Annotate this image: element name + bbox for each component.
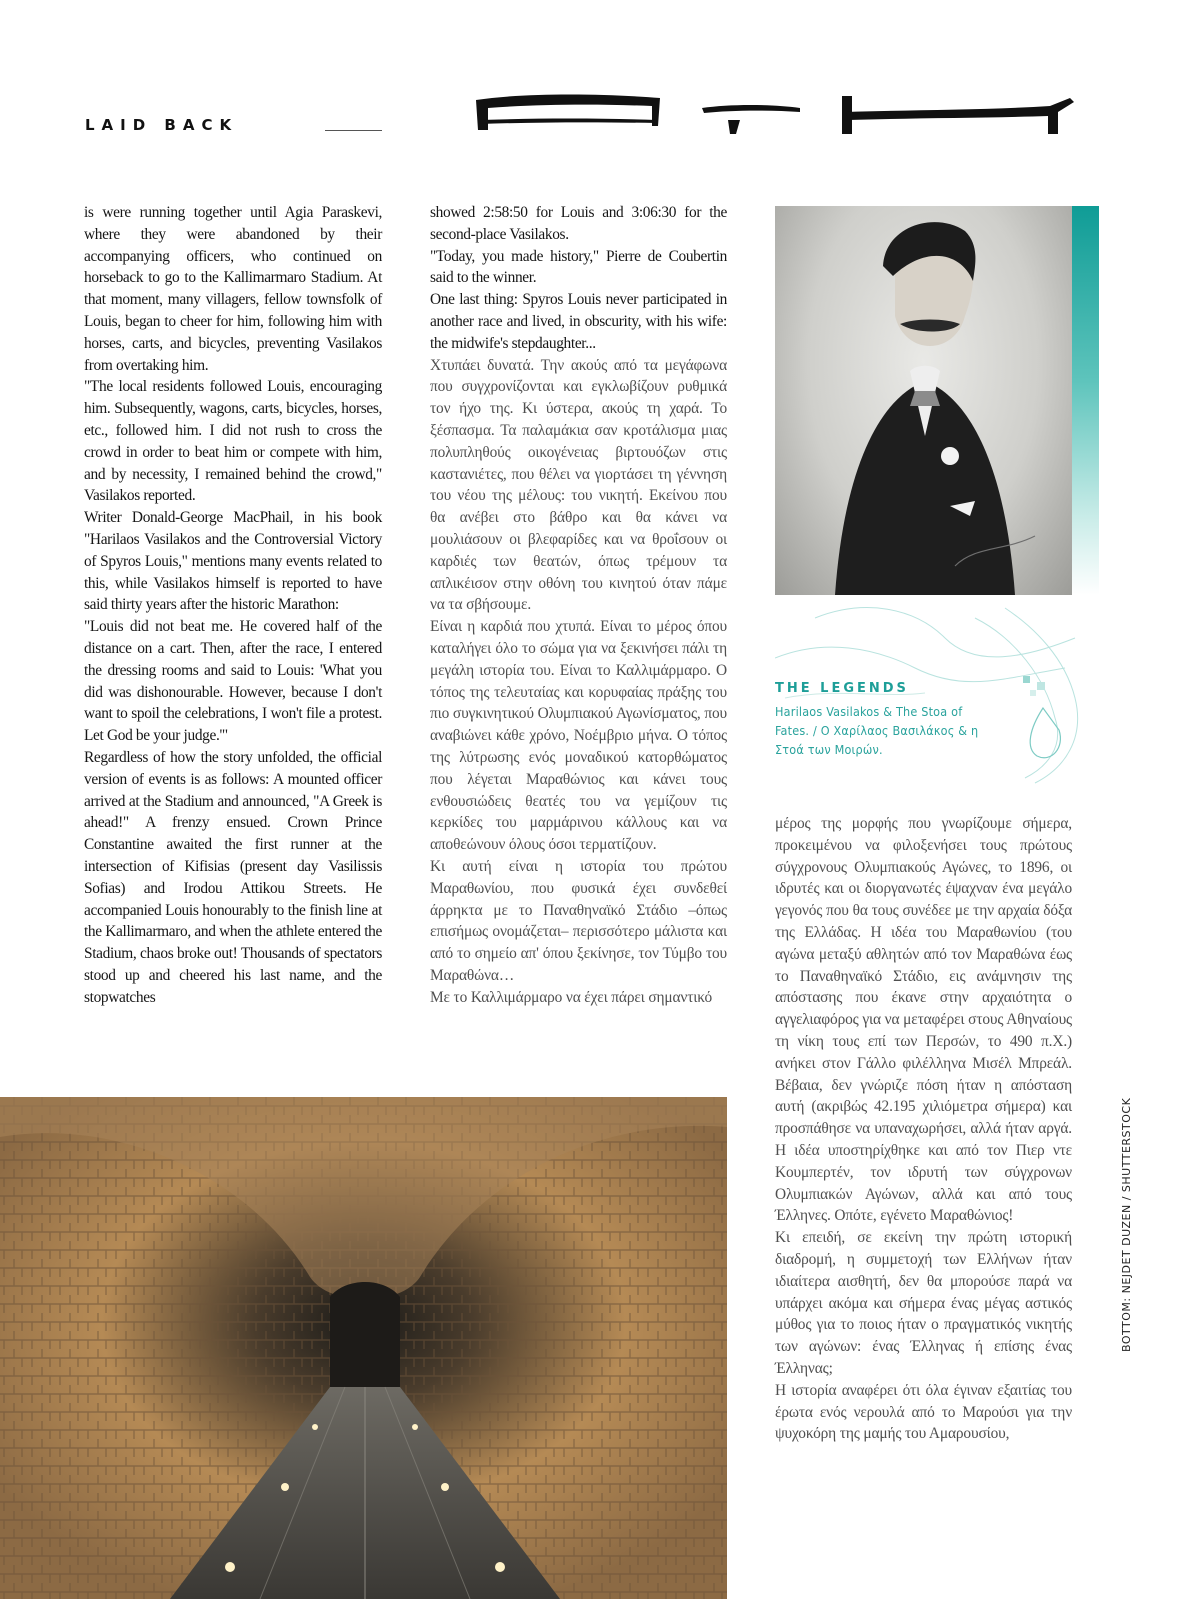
greek-paragraph: Η ιστορία αναφέρει ότι όλα έγιναν εξαιτίας του έρωτα ενός νερουλά από το Μαρούσι για την ψυχοκόρη της μαμής του Αμαρουσίου, bbox=[775, 1381, 1072, 1443]
paragraph: "The local residents followed Louis, encouraging him. Subsequently, wagons, carts, bicycles, horses, etc., followed him. I did not rush to cross the crowd in order to beat him or compete with him, and by necessity, I remained behind the crowd," Vasilakos reported. bbox=[84, 378, 382, 505]
greek-paragraph: Κι αυτή είναι η ιστορία του πρώτου Μαραθωνίου, που φυσικά έχει συνδεθεί άρρηκτα με το Παναθηναϊκό Στάδιο –όπως επισήμως ονομάζεται– περισσότερο μάλιστα και από το σημείο απ' όπου ξεκίνησε, τον Τύμβο του Μαραθώνα… bbox=[430, 857, 727, 984]
section-rule bbox=[325, 130, 382, 131]
paragraph: One last thing: Spyros Louis never participated in another race and lived, in obscurity, with his wife: the midwife's stepdaughter... bbox=[430, 291, 727, 352]
athens-brush-logo bbox=[470, 90, 1076, 138]
photo-credit: BOTTOM: NEJDET DUZEN / SHUTTERSTOCK bbox=[1120, 1097, 1133, 1352]
paragraph: Writer Donald-George MacPhail, in his book "Harilaos Vasilakos and the Controversial Victory of Spyros Louis," mentions many events related to this, while Vasilakos himself is reported to have said thirty years after the historic Marathon: bbox=[84, 509, 382, 614]
paragraph: "Today, you made history," Pierre de Coubertin said to the winner. bbox=[430, 247, 727, 287]
article-column-2 bbox=[430, 202, 727, 1008]
paragraph: "Louis did not beat me. He covered half of the distance on a cart. Then, after the race, I entered the dressing rooms and said to Louis: 'What you did was dishonourable. However, because I don't want to spoil the celebrations, I won't file a protest. Let God be your judge.'" bbox=[84, 618, 382, 745]
paragraph: showed 2:58:50 for Louis and 3:06:30 for the second-place Vasilakos. bbox=[430, 204, 727, 243]
portrait-photo bbox=[775, 206, 1072, 595]
section-label: LAID BACK bbox=[85, 116, 239, 134]
caption-title: THE LEGENDS bbox=[775, 681, 909, 696]
caption-text: Harilaos Vasilakos & The Stoa of Fates. / Ο Χαρίλαος Βασιλάκος & η Στοά των Μοιρών. bbox=[775, 704, 979, 757]
article-column-3 bbox=[775, 813, 1072, 1445]
greek-paragraph: Κι επειδή, σε εκείνη την πρώτη ιστορική διαδρομή, η συμμετοχή των Ελλήνων ήταν ιδιαίτερα αισθητή, δεν θα μπορούσε παρά να υπάρχει ακόμα και σήμερα ένας μέγας αστικός μύθος για το ποιος ήταν ο πραγματικός νικητής των αγώνων: ένας Έλληνας ή επίσης ένας Έλληνας; bbox=[775, 1229, 1072, 1377]
greek-paragraph: μέρος της μορφής που γνωρίζουμε σήμερα, προκειμένου να φιλοξενήσει τους πρώτους σύγχρονους Ολυμπιακούς Αγώνες, το 1896, οι ιδρυτές και οι διοργανωτές έψαχναν ένα μεγάλο γεγονός που θα τους συνέδεε με την αρχαία δόξα της Ελλάδας. Η ιδέα του Μαραθωνίου (του αγώνα μεταξύ αθλητών από τον Μαραθώνα έως το Παναθηναϊκό Στάδιο, εις ανάμνησιν της απόστασης που έκανε στην αρχαιότητα ο αγγελιαφόρος για να μεταφέρει στους Αθηναίους τη νίκη τους επί των Περσών, το 490 π.Χ.) ανήκει στον Γάλλο φιλέλληνα Μισέλ Μπρεάλ. Βέβαια, δεν γνώριζε πόση ήταν η απόσταση αυτή (ακριβώς 42.195 χιλιόμετρα σήμερα) και προσπάθησε να υπαναχωρήσει, αλλά ήταν αργά. Η ιδέα υποστηρίχθηκε και από τον Πιερ ντε Κουμπερτέν, τον ιδρυτή των σύγχρονων Ολυμπιακών Αγώνων, αλλά και από τους Έλληνες. Οπότε, εγένετο Μαραθώνιος! bbox=[775, 815, 1072, 1225]
greek-paragraph: Με το Καλλιμάρμαρο να έχει πάρει σημαντικό bbox=[430, 988, 713, 1006]
paragraph: is were running together until Agia Paraskevi, where they were abandoned by their accompanying officers, who continued on horseback to go to the Kallimarmaro Stadium. At that moment, many villagers, fellow townsfolk of Louis, began to cheer for him, following him with horses, carts, and bicycles, preventing Vasilakos from overtaking him. bbox=[84, 204, 382, 374]
accent-bar bbox=[1072, 206, 1099, 595]
article-column-1 bbox=[84, 202, 382, 1008]
greek-paragraph: Χτυπάει δυνατά. Την ακούς από τα μεγάφωνα που συγχρονίζονται και εγκλωβίζουν ρυθμικά τον ήχο της. Κι ύστερα, ακούς τη χαρά. Το ξέσπασμα. Τα παλαμάκια σαν κροτάλισμα μιας πολυπληθούς οικογένειας βιρτουόζων στις καστανιέτες, που θέλει να γιορτάσει τη γέννηση του νέου της μέλους: του νικητή. Εκείνου που θα ανέβει στο βάθρο και θα κάνει να μουλιάσουν οι βλεφαρίδες και να θροΐσουν οι καρδιές των θεατών, όπως τρέμουν τα απλικέισον στην οθόνη του κινητού όταν πάμε να τα σβήσουμε. bbox=[430, 356, 727, 614]
paragraph: Regardless of how the story unfolded, the official version of events is as follows: A mounted officer arrived at the Stadium and announced, "A Greek is ahead!" A frenzy ensued. Crown Prince Constantine awaited the first runner at the intersection of Kifisias (present day Vasilissis Sofias) and Irodou Attikou Streets. He accompanied Louis honourably to the finish line at the Kallimarmaro, and when the athlete entered the Stadium, chaos broke out! Thousands of spectators stood up and cheered his last name, and the stopwatches bbox=[84, 748, 382, 1006]
greek-paragraph: Είναι η καρδιά που χτυπά. Είναι το μέρος όπου καταλήγει όλο το σώμα για να ξεκινήσει πάλι τη μεγάλη ιστορία του. Είναι το Καλλιμάρμαρο. Ο τόπος της τελευταίας και κορυφαίας πράξης του πιο συγκινητικού Ολυμπιακού Αγωνίσματος, που αναβιώνει κάθε χρόνο, Νοέμβριο μήνα. Ο τόπος της λύτρωσης ενός μοναδικού κατορθώματος που λέγεται Μαραθώνιος και κάνει τους ενθουσιώδεις θεατές του να γεμίζουν τις κερκίδες του μαρμάρινου κάλλους και να αποθεώνουν όλους όσοι τερματίζουν. bbox=[430, 618, 727, 854]
stone-tunnel-photo bbox=[0, 1097, 727, 1599]
